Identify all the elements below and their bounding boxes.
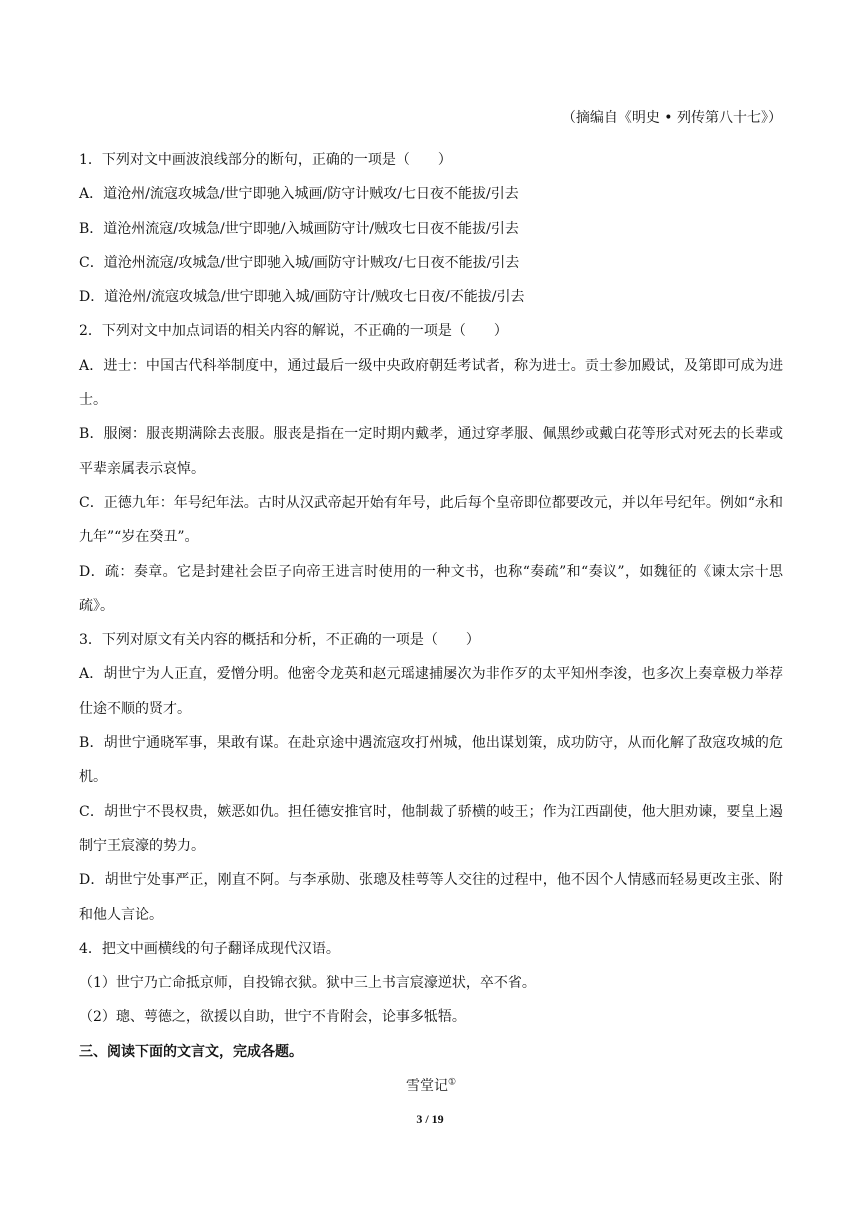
question-2-option-d: D．疏：奏章。它是封建社会臣子向帝王进言时使用的一种文书，也称“奏疏”和“奏议”，如魏征的《谏太宗十思疏》。 bbox=[79, 563, 783, 614]
question-2-option-a: A．进士：中国古代科举制度中，通过最后一级中央政府朝廷考试者，称为进士。贡士参加殿试，及第即可成为进士。 bbox=[79, 357, 783, 409]
source-citation: （摘编自《明史 • 列传第八十七》） bbox=[561, 110, 782, 126]
question-4-item-2: （2）璁、萼德之，欲援以自助，世宁不肯附会，论事多牴牾。 bbox=[79, 1009, 466, 1026]
question-2-stem: 2．下列对文中加点词语的相关内容的解说，不正确的一项是（ ） bbox=[79, 323, 508, 340]
question-3-stem: 3．下列对原文有关内容的概括和分析，不正确的一项是（ ） bbox=[79, 632, 480, 649]
page-number: 3 / 19 bbox=[416, 1112, 444, 1126]
question-3-option-a: A．胡世宁为人正直，爱憎分明。他密令龙英和赵元瑶逮捕屡次为非作歹的太平知州李浚，也多次上奏章极力举荐仕途不顺的贤才。 bbox=[79, 666, 783, 717]
question-content bbox=[79, 143, 783, 1103]
question-1-option-c: C．道沧州流寇/攻城急/世宁即驰入城/画防守计贼攻/七日夜不能拔/引去 bbox=[79, 254, 520, 271]
passage-title-text: 雪堂记 bbox=[405, 1078, 448, 1095]
question-4-item-1: （1）世宁乃亡命抵京师，自投锦衣狱。狱中三上书言宸濠逆状，卒不省。 bbox=[79, 975, 536, 992]
question-2-option-c: C．正德九年：年号纪年法。古时从汉武帝起开始有年号，此后每个皇帝即位都要改元，并以年号纪年。例如“永和九年”“岁在癸丑”。 bbox=[79, 494, 783, 546]
section-heading: 三、阅读下面的文言文，完成各题。 bbox=[79, 1043, 303, 1060]
question-3-option-b: B．胡世宁通晓军事，果敢有谋。在赴京途中遇流寇攻打州城，他出谋划策，成功防守，从而化解了敌寇攻城的危机。 bbox=[79, 735, 783, 786]
question-2-option-b: B．服阕：服丧期满除去丧服。服丧是指在一定时期内戴孝，通过穿孝服、佩黑纱或戴白花等形式对死去的长辈或平辈亲属表示哀悼。 bbox=[79, 426, 783, 477]
question-3-option-d: D．胡世宁处事严正，刚直不阿。与李承勋、张璁及桂萼等人交往的过程中，他不因个人情感而轻易更改主张、附和他人言论。 bbox=[79, 872, 783, 923]
question-1-option-d: D．道沧州/流寇攻城急/世宁即驰入城/画防守计/贼攻七日夜/不能拔/引去 bbox=[79, 289, 525, 306]
question-4-stem: 4．把文中画横线的句子翻译成现代汉语。 bbox=[79, 940, 340, 957]
question-1-stem: 1．下列对文中画波浪线部分的断句，正确的一项是（ ） bbox=[79, 152, 452, 168]
footnote-marker: ① bbox=[447, 1077, 457, 1088]
question-1-option-b: B．道沧州流寇/攻城急/世宁即驰/入城画防守计/贼攻七日夜不能拔/引去 bbox=[79, 220, 519, 237]
passage-title bbox=[79, 1069, 783, 1103]
question-3-option-c: C．胡世宁不畏权贵，嫉恶如仇。担任德安推官时，他制裁了骄横的岐王；作为江西副使，他大胆劝谏，要皇上遏制宁王宸濠的势力。 bbox=[79, 803, 783, 854]
question-1-option-a: A．道沧州/流寇攻城急/世宁即驰入城画/防守计贼攻/七日夜不能拔/引去 bbox=[79, 186, 519, 203]
